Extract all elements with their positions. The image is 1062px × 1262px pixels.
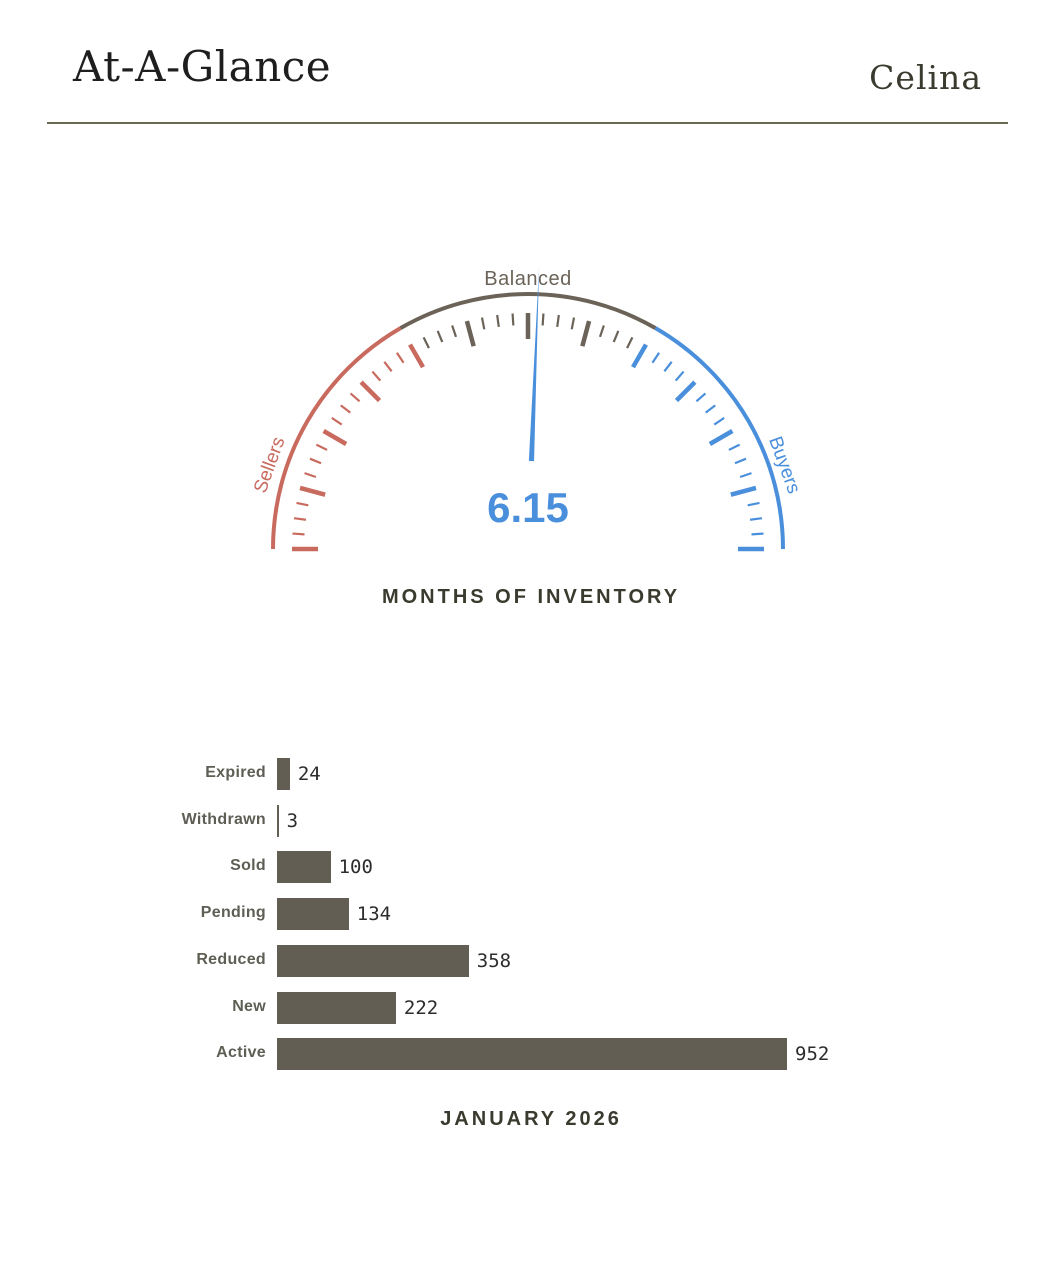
gauge-minor-tick bbox=[557, 315, 559, 327]
gauge-major-tick bbox=[582, 321, 589, 346]
gauge-minor-tick bbox=[294, 518, 306, 520]
gauge-minor-tick bbox=[748, 503, 760, 505]
bar-row-reduced bbox=[0, 945, 1062, 977]
gauge-major-tick bbox=[633, 345, 646, 368]
bar-value-label: 24 bbox=[297, 763, 321, 785]
gauge-value: 6.15 bbox=[487, 484, 569, 531]
bar-row-withdrawn bbox=[0, 805, 1062, 837]
gauge-minor-tick bbox=[614, 331, 619, 342]
gauge-minor-tick bbox=[452, 326, 456, 337]
bar-value-label: 134 bbox=[356, 903, 392, 926]
gauge-minor-tick bbox=[424, 337, 429, 348]
page-title: At-A-Glance bbox=[73, 42, 332, 91]
gauge-minor-tick bbox=[310, 459, 321, 464]
gauge-minor-tick bbox=[305, 473, 316, 477]
gauge-minor-tick bbox=[513, 314, 514, 326]
gauge-minor-tick bbox=[351, 393, 360, 401]
zone-label-sellers: Sellers bbox=[250, 434, 290, 496]
bar-row-new bbox=[0, 992, 1062, 1024]
gauge-minor-tick bbox=[627, 337, 632, 348]
bar-value-label: 3 bbox=[286, 809, 299, 832]
gauge-major-tick bbox=[467, 321, 474, 346]
gauge-major-tick bbox=[410, 345, 423, 368]
gauge-minor-tick bbox=[706, 405, 716, 412]
gauge-minor-tick bbox=[696, 393, 705, 401]
gauge-minor-tick bbox=[372, 372, 380, 381]
gauge-major-tick bbox=[731, 488, 756, 495]
gauge-minor-tick bbox=[750, 518, 762, 520]
gauge-minor-tick bbox=[438, 331, 443, 342]
gauge-minor-tick bbox=[735, 459, 746, 464]
gauge-minor-tick bbox=[482, 318, 484, 330]
gauge-major-tick bbox=[710, 431, 733, 444]
gauge-minor-tick bbox=[297, 503, 309, 505]
zone-label-buyers: Buyers bbox=[764, 433, 805, 497]
gauge-major-tick bbox=[324, 431, 347, 444]
bar-row-sold bbox=[0, 851, 1062, 883]
gauge-minor-tick bbox=[714, 418, 724, 425]
bar-new bbox=[277, 992, 396, 1024]
bar-sold bbox=[277, 851, 331, 883]
gauge-minor-tick bbox=[664, 362, 671, 372]
gauge-minor-tick bbox=[752, 534, 764, 535]
bar-value-label: 100 bbox=[338, 856, 373, 879]
gauge-title: MONTHS OF INVENTORY bbox=[381, 586, 681, 608]
bar-expired bbox=[277, 758, 290, 790]
gauge-minor-tick bbox=[740, 473, 751, 477]
gauge-minor-tick bbox=[652, 353, 659, 363]
gauge-minor-tick bbox=[729, 445, 740, 450]
bar-label: Pending bbox=[200, 904, 266, 922]
bar-value-label: 952 bbox=[795, 1043, 830, 1066]
gauge-minor-tick bbox=[332, 418, 342, 425]
listing-status-bar-chart bbox=[0, 740, 1062, 1090]
bar-label: Withdrawn bbox=[181, 810, 266, 828]
bar-chart-title: JANUARY 2026 bbox=[440, 1108, 622, 1130]
months-of-inventory-gauge bbox=[0, 0, 1062, 580]
bar-value-label: 222 bbox=[403, 996, 439, 1019]
gauge-needle bbox=[529, 267, 539, 461]
bar-value-label: 358 bbox=[476, 949, 512, 972]
bar-reduced bbox=[277, 945, 469, 977]
bar-label: Sold bbox=[230, 857, 266, 875]
bar-label: Active bbox=[216, 1044, 266, 1062]
bar-withdrawn bbox=[277, 805, 279, 837]
gauge-minor-tick bbox=[293, 534, 305, 535]
bar-active bbox=[277, 1038, 787, 1070]
gauge-minor-tick bbox=[384, 362, 391, 372]
gauge-needle-pointer bbox=[529, 267, 539, 461]
gauge-minor-tick bbox=[397, 353, 404, 363]
bar-label: Reduced bbox=[196, 950, 266, 968]
bar-row-expired bbox=[0, 758, 1062, 790]
gauge-minor-tick bbox=[497, 315, 499, 327]
gauge-minor-tick bbox=[316, 445, 327, 450]
gauge-minor-tick bbox=[341, 405, 351, 412]
gauge-minor-tick bbox=[600, 326, 604, 337]
bar-label: Expired bbox=[205, 764, 266, 781]
gauge-minor-tick bbox=[572, 318, 574, 330]
location-name: Celina bbox=[869, 58, 982, 97]
bar-row-active bbox=[0, 1038, 1062, 1070]
gauge-minor-tick bbox=[676, 372, 684, 381]
bar-pending bbox=[277, 898, 349, 930]
gauge-major-tick bbox=[676, 382, 694, 400]
bar-label: New bbox=[232, 997, 266, 1015]
gauge-major-tick bbox=[361, 382, 379, 400]
gauge-minor-tick bbox=[543, 314, 544, 326]
zone-label-balanced: Balanced bbox=[484, 268, 572, 290]
bar-row-pending bbox=[0, 898, 1062, 930]
gauge-major-tick bbox=[300, 488, 325, 495]
